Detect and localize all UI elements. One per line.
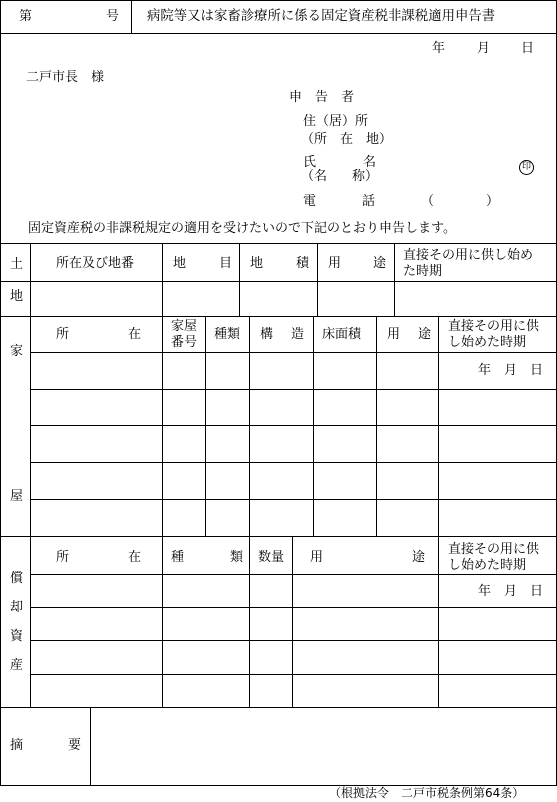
divider (30, 425, 557, 426)
divider (162, 316, 163, 536)
name-label-2: 名 (363, 155, 377, 170)
house-header-structure-1: 構 (260, 327, 274, 342)
date-year: 年 (432, 41, 446, 56)
asset-header-use-2: 途 (412, 550, 426, 565)
asset-header-start-2: し始めた時期 (448, 558, 527, 573)
land-header-category-1: 地 (173, 256, 187, 271)
house-header-number-1: 家屋 (171, 319, 198, 334)
divider (205, 316, 206, 536)
addressee: 二戸市長 様 (26, 70, 105, 85)
divider (313, 316, 314, 536)
divider (438, 536, 439, 707)
asset-header-location-2: 在 (128, 550, 142, 565)
land-header-use-2: 途 (373, 256, 387, 271)
asset-header-use-1: 用 (310, 550, 324, 565)
date-day: 日 (521, 41, 535, 56)
divider (30, 607, 557, 608)
divider (0, 33, 557, 34)
land-header-use-1: 用 (328, 256, 342, 271)
asset-side-3: 資 (10, 629, 24, 644)
divider (0, 536, 557, 537)
name-label-1: 氏 (303, 155, 317, 170)
asset-header-location-1: 所 (56, 550, 70, 565)
number-label: 第 (19, 9, 33, 24)
phone-label-2: 話 (362, 194, 376, 209)
divider (30, 499, 557, 500)
house-side-bottom: 屋 (10, 489, 24, 504)
land-header-category-2: 目 (219, 256, 233, 271)
divider (376, 316, 377, 536)
divider (438, 316, 439, 536)
remarks-label-1: 摘 (10, 738, 24, 753)
name-sub-1: （名 (301, 169, 328, 184)
divider (30, 674, 557, 675)
house-header-location-1: 所 (56, 327, 70, 342)
house-side-top: 家 (10, 344, 24, 359)
asset-date-cell: 年 月 日 (478, 584, 544, 599)
form-title: 病院等又は家畜診療所に係る固定資産税非課税適用申告書 (147, 9, 496, 24)
house-header-use-1: 用 (387, 327, 401, 342)
phone-field[interactable]: （ ） (421, 194, 500, 209)
address-sub-label: （所 在 地） (301, 132, 393, 147)
address-label: 住（居）所 (303, 114, 369, 129)
land-side-bottom: 地 (10, 289, 24, 304)
divider (131, 0, 132, 33)
house-header-start-1: 直接その用に供 (448, 319, 540, 334)
number-suffix: 号 (106, 9, 120, 24)
seal-icon: 印 (519, 160, 534, 175)
divider (0, 243, 557, 244)
asset-side-4: 産 (10, 658, 24, 673)
divider (30, 536, 31, 707)
applicant-label: 申 告 者 (289, 90, 355, 105)
asset-header-start-1: 直接その用に供 (448, 542, 540, 557)
house-header-floor-area: 床面積 (322, 327, 362, 342)
phone-label-1: 電 (303, 194, 317, 209)
land-header-location: 所在及び地番 (56, 256, 135, 271)
land-header-area-1: 地 (250, 256, 264, 271)
land-header-start-2: た時期 (403, 264, 443, 279)
divider (30, 352, 557, 353)
divider (30, 389, 557, 390)
asset-header-type-1: 種 (171, 550, 185, 565)
asset-header-quantity: 数量 (258, 550, 285, 565)
land-header-area-2: 積 (296, 256, 310, 271)
remarks-input[interactable] (91, 708, 557, 786)
asset-header-type-2: 類 (230, 550, 244, 565)
house-header-start-2: し始めた時期 (448, 335, 527, 350)
asset-side-1: 償 (10, 571, 24, 586)
divider (249, 536, 250, 707)
date-month: 月 (477, 41, 491, 56)
land-header-start-1: 直接その用に供し始め (403, 248, 534, 263)
name-sub-2: 称） (352, 169, 379, 184)
divider (30, 640, 557, 641)
land-input-area[interactable] (240, 282, 317, 316)
house-date-cell: 年 月 日 (478, 363, 544, 378)
divider (30, 462, 557, 463)
divider (162, 536, 163, 707)
divider (0, 316, 557, 317)
land-side-top: 土 (10, 257, 24, 272)
intro-text: 固定資産税の非課税規定の適用を受けたいので下記のとおり申告します。 (28, 221, 456, 236)
house-header-location-2: 在 (128, 327, 142, 342)
divider (30, 316, 31, 536)
divider (292, 536, 293, 707)
house-header-structure-2: 造 (291, 327, 305, 342)
land-input-start[interactable] (395, 282, 557, 316)
house-header-type: 種類 (214, 327, 241, 342)
land-input-location[interactable] (31, 282, 162, 316)
land-input-use[interactable] (318, 282, 394, 316)
house-header-use-2: 途 (418, 327, 432, 342)
remarks-label-2: 要 (68, 738, 82, 753)
divider (249, 316, 250, 536)
divider (30, 574, 557, 575)
footer-legal-basis: （根拠法令 二戸市税条例第64条） (329, 786, 525, 800)
house-header-number-2: 番号 (171, 335, 198, 350)
asset-side-2: 却 (10, 600, 24, 615)
land-input-category[interactable] (163, 282, 239, 316)
